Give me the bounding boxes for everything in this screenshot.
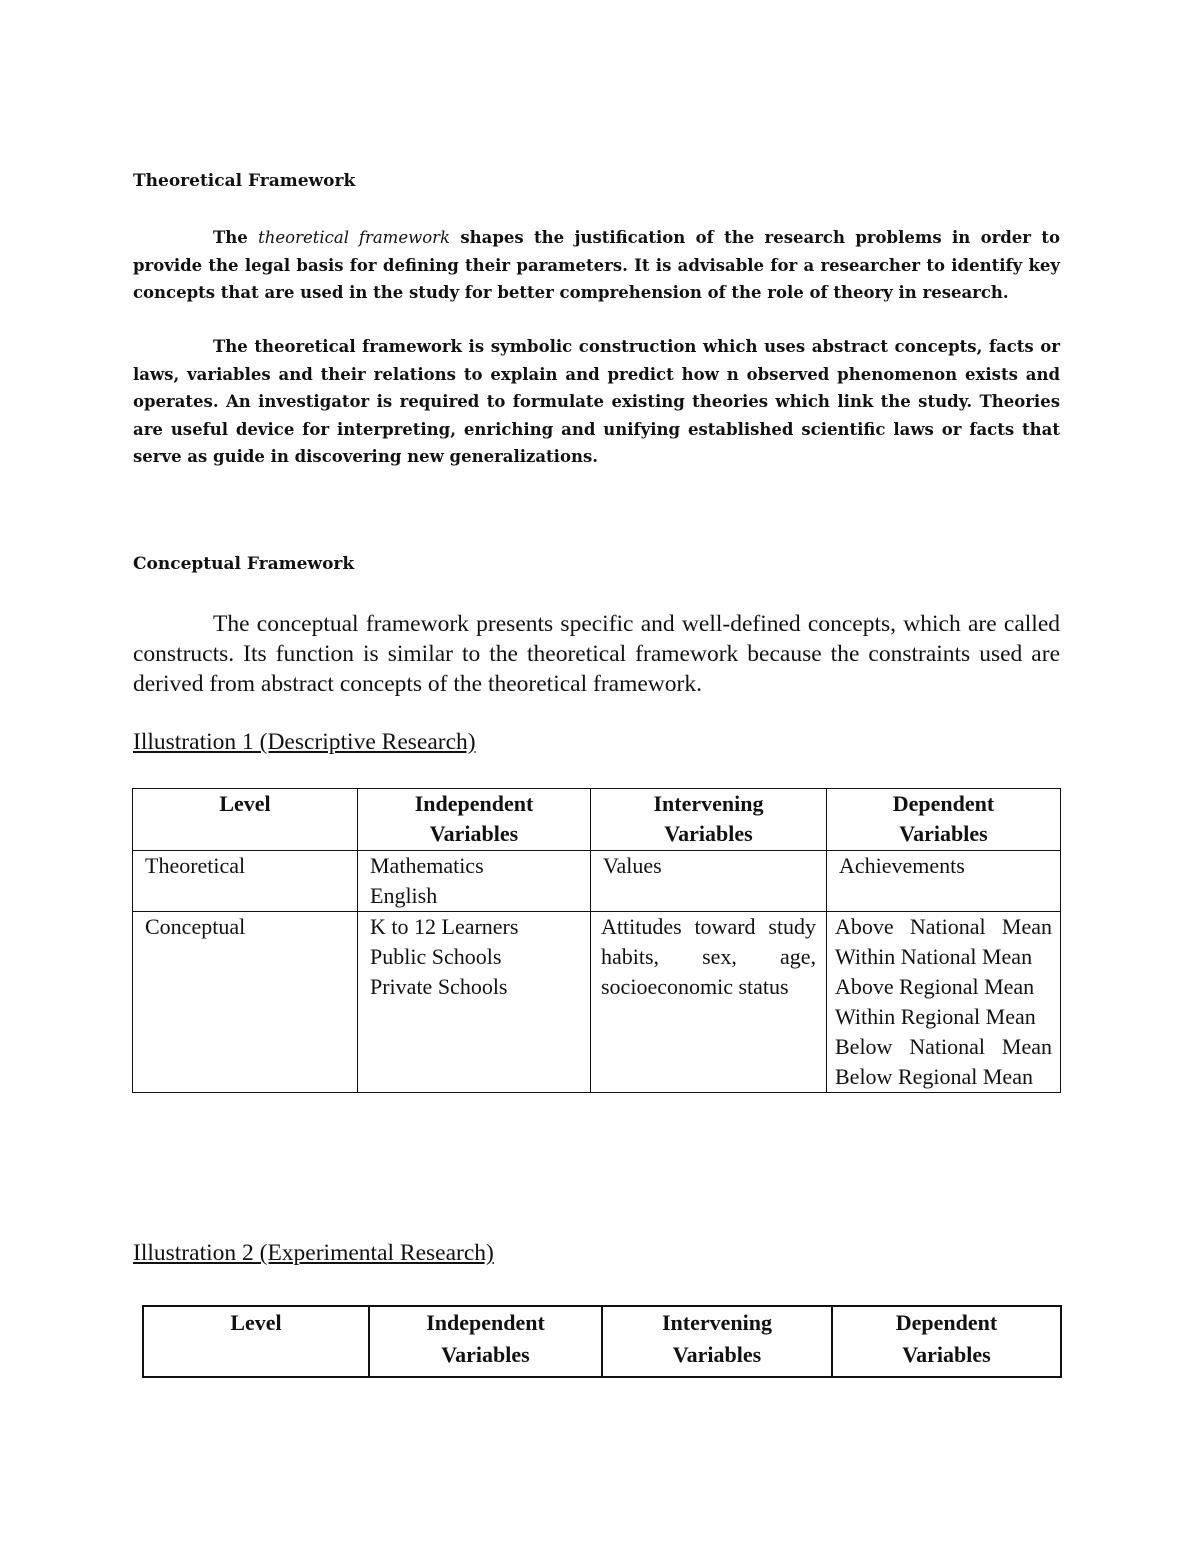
header-line: Level bbox=[230, 1310, 282, 1335]
cell-line: Public Schools bbox=[370, 944, 502, 969]
conceptual-framework-heading: Conceptual Framework bbox=[133, 554, 355, 574]
header-line: Intervening bbox=[653, 791, 764, 816]
cell-independent bbox=[358, 912, 591, 1093]
cell-line: Below National Mean bbox=[835, 1034, 1052, 1059]
cell-line: K to 12 Learners bbox=[370, 914, 519, 939]
header-dependent bbox=[832, 1306, 1061, 1377]
cell-line: Private Schools bbox=[370, 974, 508, 999]
illustration-1-table bbox=[132, 788, 1061, 1093]
header-line: Independent bbox=[414, 791, 534, 816]
cell-level: Conceptual bbox=[133, 912, 358, 1093]
header-independent bbox=[358, 789, 591, 851]
header-line: Variables bbox=[664, 821, 753, 846]
cell-line: Above Regional Mean bbox=[835, 974, 1035, 999]
illustration-2-table bbox=[142, 1305, 1062, 1378]
cell-independent bbox=[358, 851, 591, 912]
cell-line: Below Regional Mean bbox=[835, 1064, 1033, 1089]
theoretical-para1-post: shapes the justification of the research problems in order to provide the legal basis for defining their parameters. It is advisable for a researcher to identify key concepts that are used in the study for better comprehension of the role of theory in research. bbox=[133, 228, 1060, 302]
table-row bbox=[133, 851, 1061, 912]
table-row bbox=[133, 912, 1061, 1093]
header-level bbox=[143, 1306, 369, 1377]
theoretical-paragraph-2: The theoretical framework is symbolic construction which uses abstract concepts, facts or laws, variables and their relations to explain and predict how n observed phenomenon exists and operates. An investigator is required to formulate existing theories which link the study. Theories are useful device for interpreting, enriching and unifying established scientific laws or facts that serve as guide in discovering new generalizations. bbox=[133, 337, 1060, 466]
header-line: Variables bbox=[899, 821, 988, 846]
cell-line: Within National Mean bbox=[835, 944, 1033, 969]
cell-line: Mathematics bbox=[370, 853, 484, 878]
table-header-row bbox=[133, 789, 1061, 851]
header-independent bbox=[369, 1306, 602, 1377]
header-line: Level bbox=[219, 791, 271, 816]
header-line: Variables bbox=[902, 1342, 991, 1367]
cell-dependent bbox=[827, 912, 1061, 1093]
header-line: Dependent bbox=[895, 1310, 998, 1335]
illustration-2-title: Illustration 2 (Experimental Research) bbox=[133, 1240, 494, 1266]
cell-dependent bbox=[827, 851, 1061, 912]
theoretical-para1-italic: theoretical framework bbox=[258, 228, 451, 247]
cell-line: Within Regional Mean bbox=[835, 1004, 1036, 1029]
header-level bbox=[133, 789, 358, 851]
header-line: Variables bbox=[441, 1342, 530, 1367]
theoretical-framework-heading: Theoretical Framework bbox=[133, 171, 356, 191]
cell-line: Values bbox=[603, 853, 662, 878]
header-line: Variables bbox=[429, 821, 519, 846]
header-line: Intervening bbox=[662, 1310, 772, 1335]
theoretical-para1-pre: The bbox=[213, 228, 259, 247]
illustration-1-title: Illustration 1 (Descriptive Research) bbox=[133, 729, 476, 755]
cell-level: Theoretical bbox=[133, 851, 358, 912]
cell-intervening bbox=[591, 851, 827, 912]
table-header-row bbox=[143, 1306, 1061, 1377]
theoretical-paragraph-1 bbox=[133, 224, 1060, 307]
header-line: Variables bbox=[672, 1342, 762, 1367]
header-line: Independent bbox=[426, 1310, 545, 1335]
header-intervening bbox=[591, 789, 827, 851]
header-dependent bbox=[827, 789, 1061, 851]
cell-line: Achievements bbox=[839, 853, 965, 878]
cell-line: Above National Mean bbox=[835, 914, 1052, 939]
header-line: Dependent bbox=[892, 791, 995, 816]
header-intervening bbox=[602, 1306, 832, 1377]
cell-line: English bbox=[370, 883, 438, 908]
cell-intervening: Attitudes toward study habits, sex, age, socioeconomic status bbox=[591, 912, 827, 1093]
conceptual-paragraph: The conceptual framework presents specific and well-defined concepts, which are called constructs. Its function is similar to the theoretical framework because the constraints used are derived from abstract concepts of the theoretical framework. bbox=[133, 611, 1060, 697]
